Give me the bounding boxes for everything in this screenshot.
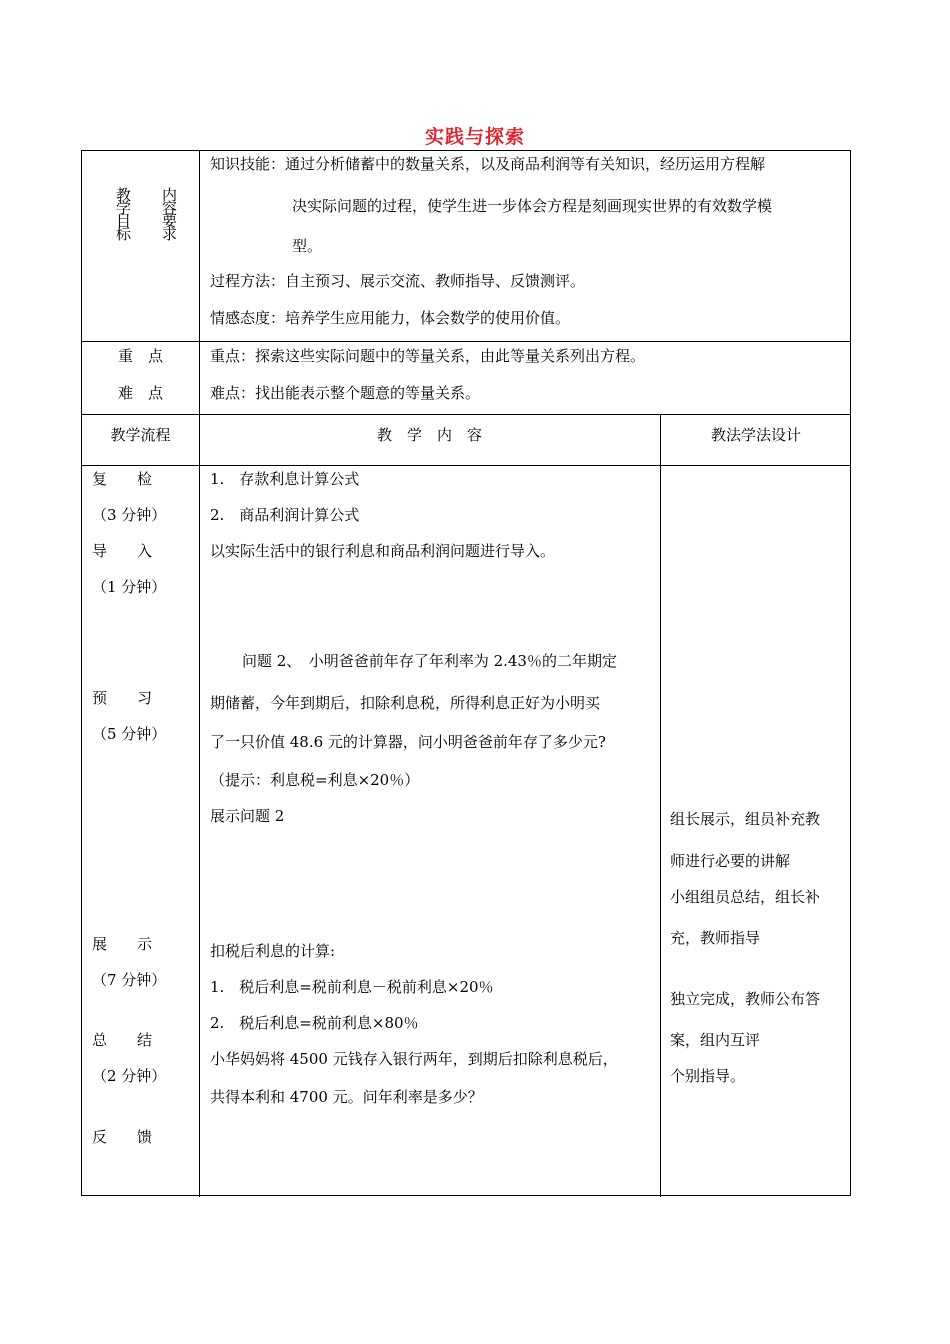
objective-knowledge-line3: 型。 — [292, 237, 323, 255]
flow-intro: 导 入 — [92, 542, 153, 560]
objective-knowledge-line1: 知识技能：通过分析储蓄中的数量关系，以及商品利润等有关知识，经历运用方程解 — [210, 155, 766, 173]
flow-review: 复 检 — [92, 470, 153, 488]
objectives-label-col1: 教 学 目 标 — [116, 186, 132, 243]
objective-emotion: 情感态度：培养学生应用能力，体会数学的使用价值。 — [210, 309, 571, 327]
method-line7: 个别指导。 — [670, 1067, 746, 1085]
row-divider — [82, 341, 850, 342]
flow-review-time: （3 分钟） — [92, 506, 167, 524]
key-point-label: 重 点 — [118, 347, 164, 365]
column-divider — [660, 414, 661, 1197]
method-line3: 小组组员总结，组长补 — [670, 888, 821, 906]
method-line1: 组长展示，组员补充教 — [670, 810, 821, 828]
flow-summary: 总 结 — [92, 1031, 153, 1049]
difficult-point-text: 难点：找出能表示整个题意的等量关系。 — [210, 384, 481, 402]
content-show-question2: 展示问题 2 — [210, 807, 285, 825]
flow-show: 展 示 — [92, 935, 153, 953]
difficult-point-label: 难 点 — [118, 384, 164, 402]
flow-intro-time: （1 分钟） — [92, 578, 167, 596]
flow-feedback: 反 馈 — [92, 1128, 153, 1146]
lesson-table — [81, 150, 851, 1196]
content-calc1: 1. 税后利息=税前利息－税前利息×20％ — [210, 978, 494, 996]
row-divider — [82, 414, 850, 415]
content-question2-line3: 了一只价值 48.6 元的计算器，问小明爸爸前年存了多少元? — [210, 733, 606, 751]
content-calc-title: 扣税后利息的计算: — [210, 942, 336, 960]
key-point-text: 重点：探索这些实际问题中的等量关系，由此等量关系列出方程。 — [210, 347, 646, 365]
header-content: 教 学 内 容 — [376, 426, 482, 444]
method-line2: 师进行必要的讲解 — [670, 852, 791, 870]
method-line4: 充，教师指导 — [670, 929, 761, 947]
method-line6: 案，组内互评 — [670, 1031, 761, 1049]
objective-knowledge-line2: 决实际问题的过程，使学生进一步体会方程是刻画现实世界的有效数学模 — [292, 197, 773, 215]
content-question2-line1: 问题 2、 小明爸爸前年存了年利率为 2.43％的二年期定 — [242, 652, 617, 670]
flow-summary-time: （2 分钟） — [92, 1067, 167, 1085]
objectives-label-col2: 内 容 要 求 — [162, 186, 178, 243]
header-flow: 教学流程 — [110, 426, 171, 444]
content-intro-text: 以实际生活中的银行利息和商品利润问题进行导入。 — [210, 542, 556, 560]
method-line5: 独立完成，教师公布答 — [670, 990, 821, 1008]
document-title: 实践与探索 — [424, 126, 525, 148]
content-hint: （提示：利息税=利息×20％） — [210, 771, 420, 789]
content-feedback-line1: 小华妈妈将 4500 元钱存入银行两年，到期后扣除利息税后， — [210, 1050, 618, 1068]
column-divider — [199, 151, 200, 1197]
row-divider — [82, 465, 850, 466]
objective-process: 过程方法：自主预习、展示交流、教师指导、反馈测评。 — [210, 272, 586, 290]
content-feedback-line2: 共得本利和 4700 元。问年利率是多少？ — [210, 1088, 483, 1106]
flow-show-time: （7 分钟） — [92, 971, 167, 989]
content-item2: 2. 商品利润计算公式 — [210, 506, 360, 524]
flow-preview: 预 习 — [92, 689, 153, 707]
flow-preview-time: （5 分钟） — [92, 725, 167, 743]
content-item1: 1. 存款利息计算公式 — [210, 470, 360, 488]
content-calc2: 2. 税后利息=税前利息×80％ — [210, 1014, 419, 1032]
header-method: 教法学法设计 — [710, 426, 801, 444]
content-question2-line2: 期储蓄，今年到期后，扣除利息税，所得利息正好为小明买 — [210, 694, 601, 712]
